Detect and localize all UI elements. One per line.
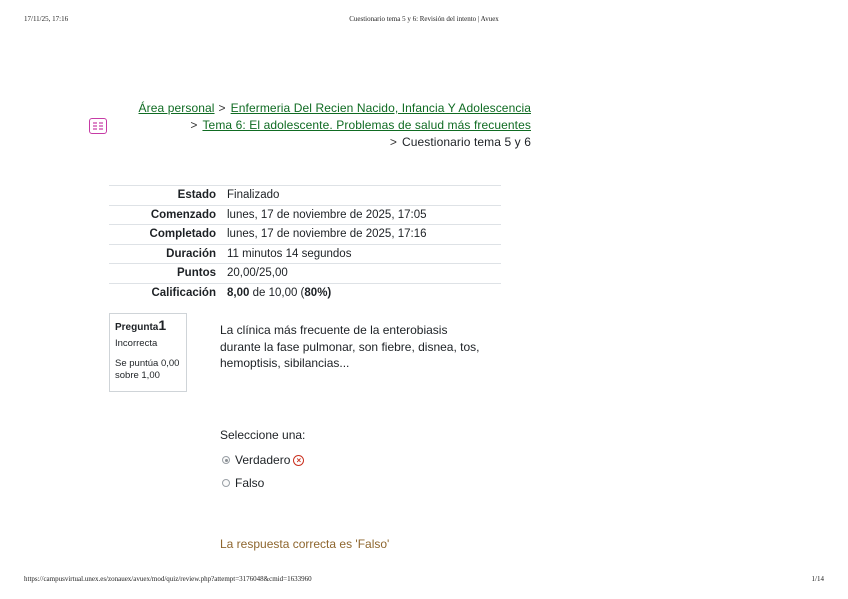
grade-percent: 80	[304, 286, 318, 299]
print-url: https://campusvirtual.unex.es/zonauex/avuex/mod/quiz/review.php?attempt=3176048&cmid=1633960	[24, 575, 312, 583]
answer-option-falso	[222, 476, 264, 490]
started-value: lunes, 17 de noviembre de 2025, 17:05	[226, 205, 501, 225]
answer-label-falso: Falso	[235, 476, 265, 490]
duration-value: 11 minutos 14 segundos	[226, 244, 501, 264]
grade-value	[226, 283, 501, 302]
attempt-summary-table	[109, 185, 501, 302]
quiz-icon	[89, 118, 107, 134]
completed-value: lunes, 17 de noviembre de 2025, 17:16	[226, 225, 501, 245]
points-value: 20,00/25,00	[226, 264, 501, 284]
question-state: Incorrecta	[115, 338, 158, 349]
question-number	[115, 319, 186, 334]
grade-of: de 10,00 (	[252, 286, 305, 299]
breadcrumb	[110, 100, 531, 151]
breadcrumb-home-link[interactable]: Área personal	[138, 101, 215, 115]
radio-falso[interactable]	[222, 479, 230, 487]
answer-label-verdadero: Verdadero	[235, 453, 291, 467]
summary-row-points	[109, 264, 501, 284]
question-info-box	[109, 313, 187, 392]
print-datetime: 17/11/25, 17:16	[24, 15, 69, 23]
summary-row-state	[109, 186, 501, 206]
breadcrumb-course-link[interactable]: Enfermeria Del Recien Nacido, Infancia Y Adolescencia	[230, 101, 531, 115]
duration-label: Duración	[109, 244, 226, 264]
breadcrumb-section-link[interactable]: Tema 6: El adolescente. Problemas de salud más frecuentes	[202, 118, 531, 132]
print-title: Cuestionario tema 5 y 6: Revisión del intento | Avuex	[349, 15, 499, 23]
grade-score: 8,00	[227, 286, 250, 299]
completed-label: Completado	[109, 225, 226, 245]
breadcrumb-current: Cuestionario tema 5 y 6	[401, 135, 531, 149]
breadcrumb-line-1	[110, 100, 531, 117]
summary-row-started	[109, 205, 501, 225]
grade-close: %)	[317, 286, 332, 299]
breadcrumb-line-2	[110, 117, 531, 134]
chevron-right-icon: >	[190, 118, 198, 132]
summary-row-completed	[109, 225, 501, 245]
correct-answer-feedback: La respuesta correcta es 'Falso'	[220, 537, 390, 551]
points-label: Puntos	[109, 264, 226, 284]
summary-row-grade	[109, 283, 501, 302]
print-page-number: 1/14	[811, 575, 824, 583]
incorrect-icon: ×	[293, 455, 304, 466]
breadcrumb-line-3	[110, 134, 531, 151]
state-value: Finalizado	[226, 186, 501, 206]
summary-row-duration	[109, 244, 501, 264]
question-grade: Se puntúa 0,00 sobre 1,00	[115, 358, 180, 381]
chevron-right-icon: >	[218, 101, 226, 115]
question-text: La clínica más frecuente de la enterobiasis durante la fase pulmonar, son fiebre, disnea, tos, hemoptisis, sibilancias...	[220, 323, 480, 370]
answer-option-verdadero	[222, 453, 304, 467]
radio-verdadero[interactable]	[222, 456, 230, 464]
state-label: Estado	[109, 186, 226, 206]
grade-label: Calificación	[109, 283, 226, 302]
chevron-right-icon: >	[389, 135, 397, 149]
question-number-value: 1	[158, 317, 167, 333]
question-label: Pregunta	[115, 322, 159, 333]
started-label: Comenzado	[109, 205, 226, 225]
answer-prompt: Seleccione una:	[220, 428, 306, 442]
